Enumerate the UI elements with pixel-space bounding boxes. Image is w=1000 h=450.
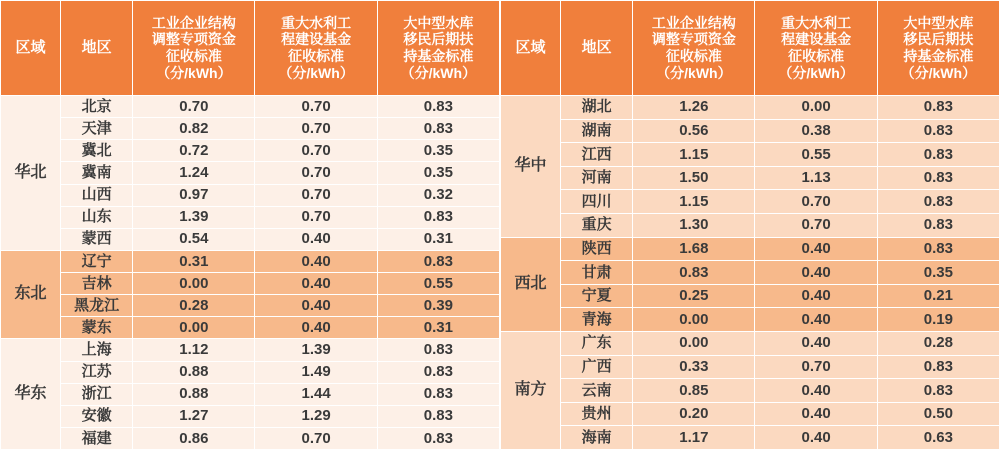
area-cell: 黑龙江	[61, 295, 133, 317]
value-cell: 0.40	[755, 426, 877, 450]
value-cell: 0.82	[133, 118, 255, 140]
value-cell: 0.40	[255, 250, 377, 272]
value-cell: 0.83	[377, 118, 499, 140]
area-cell: 冀北	[61, 140, 133, 162]
table-row	[1, 339, 500, 361]
right-table	[500, 0, 1000, 450]
value-cell: 0.88	[133, 383, 255, 405]
table-row	[501, 426, 1000, 450]
value-cell: 1.44	[255, 383, 377, 405]
header-area: 地区	[561, 1, 633, 96]
value-cell: 0.85	[633, 379, 755, 403]
area-cell: 北京	[61, 96, 133, 118]
value-cell: 0.39	[377, 295, 499, 317]
header-water-fund: 重大水利工 程建设基金 征收标准 （分/kWh）	[755, 1, 877, 96]
value-cell: 0.70	[255, 427, 377, 449]
area-cell: 安徽	[61, 405, 133, 427]
value-cell: 0.00	[633, 308, 755, 332]
value-cell: 0.83	[877, 119, 999, 143]
region-cell: 东北	[1, 250, 61, 339]
header-water-fund: 重大水利工 程建设基金 征收标准 （分/kWh）	[255, 1, 377, 96]
area-cell: 甘肃	[561, 261, 633, 285]
value-cell: 1.24	[133, 162, 255, 184]
value-cell: 0.70	[255, 162, 377, 184]
value-cell: 0.70	[133, 96, 255, 118]
area-cell: 四川	[561, 190, 633, 214]
value-cell: 0.83	[377, 427, 499, 449]
value-cell: 0.70	[255, 184, 377, 206]
value-cell: 0.83	[633, 261, 755, 285]
value-cell: 0.31	[377, 228, 499, 250]
table-row	[1, 184, 500, 206]
value-cell: 0.38	[755, 119, 877, 143]
area-cell: 云南	[561, 379, 633, 403]
area-cell: 福建	[61, 427, 133, 449]
area-cell: 重庆	[561, 213, 633, 237]
value-cell: 0.83	[377, 405, 499, 427]
header-industrial-fund: 工业企业结构 调整专项资金 征收标准 （分/kWh）	[633, 1, 755, 96]
table-row	[501, 190, 1000, 214]
table-row	[1, 96, 500, 118]
value-cell: 0.40	[755, 284, 877, 308]
value-cell: 0.00	[755, 96, 877, 120]
value-cell: 0.70	[755, 213, 877, 237]
table-row	[1, 140, 500, 162]
value-cell: 0.21	[877, 284, 999, 308]
header-region: 区域	[1, 1, 61, 96]
value-cell: 1.39	[133, 206, 255, 228]
value-cell: 0.83	[877, 213, 999, 237]
table-row	[1, 162, 500, 184]
value-cell: 0.55	[755, 143, 877, 167]
left-table-body	[1, 96, 500, 450]
table-row	[1, 228, 500, 250]
value-cell: 1.27	[133, 405, 255, 427]
value-cell: 0.83	[877, 143, 999, 167]
table-row	[1, 273, 500, 295]
table-row	[501, 119, 1000, 143]
value-cell: 0.56	[633, 119, 755, 143]
value-cell: 0.83	[877, 190, 999, 214]
value-cell: 0.25	[633, 284, 755, 308]
header-area: 地区	[61, 1, 133, 96]
area-cell: 蒙东	[61, 317, 133, 339]
value-cell: 0.33	[633, 355, 755, 379]
area-cell: 贵州	[561, 402, 633, 426]
value-cell: 0.40	[755, 402, 877, 426]
header-reservoir-fund: 大中型水库 移民后期扶 持基金标准 （分/kWh）	[877, 1, 999, 96]
area-cell: 江苏	[61, 361, 133, 383]
area-cell: 海南	[561, 426, 633, 450]
value-cell: 0.19	[877, 308, 999, 332]
value-cell: 0.40	[755, 308, 877, 332]
value-cell: 1.50	[633, 166, 755, 190]
table-row	[501, 284, 1000, 308]
value-cell: 0.40	[755, 237, 877, 261]
area-cell: 吉林	[61, 273, 133, 295]
table-row	[501, 261, 1000, 285]
table-row	[1, 317, 500, 339]
area-cell: 湖南	[561, 119, 633, 143]
area-cell: 山西	[61, 184, 133, 206]
area-cell: 青海	[561, 308, 633, 332]
value-cell: 0.70	[255, 96, 377, 118]
value-cell: 0.83	[877, 166, 999, 190]
table-row	[1, 405, 500, 427]
value-cell: 0.35	[877, 261, 999, 285]
right-table-header	[501, 1, 1000, 96]
value-cell: 0.70	[755, 355, 877, 379]
header-reservoir-fund: 大中型水库 移民后期扶 持基金标准 （分/kWh）	[377, 1, 499, 96]
area-cell: 广东	[561, 331, 633, 355]
value-cell: 0.70	[755, 190, 877, 214]
value-cell: 0.00	[633, 331, 755, 355]
value-cell: 0.31	[377, 317, 499, 339]
value-cell: 1.49	[255, 361, 377, 383]
region-cell: 西北	[501, 237, 561, 331]
value-cell: 1.13	[755, 166, 877, 190]
value-cell: 0.83	[877, 355, 999, 379]
area-cell: 蒙西	[61, 228, 133, 250]
value-cell: 0.20	[633, 402, 755, 426]
area-cell: 陕西	[561, 237, 633, 261]
value-cell: 0.83	[377, 361, 499, 383]
region-cell: 华中	[501, 96, 561, 238]
table-row	[1, 295, 500, 317]
value-cell: 0.40	[255, 295, 377, 317]
table-row	[501, 308, 1000, 332]
value-cell: 0.88	[133, 361, 255, 383]
value-cell: 1.15	[633, 143, 755, 167]
header-industrial-fund: 工业企业结构 调整专项资金 征收标准 （分/kWh）	[133, 1, 255, 96]
table-row	[501, 237, 1000, 261]
value-cell: 0.40	[755, 261, 877, 285]
area-cell: 浙江	[61, 383, 133, 405]
value-cell: 0.40	[255, 273, 377, 295]
table-row	[1, 250, 500, 272]
value-cell: 0.35	[377, 140, 499, 162]
area-cell: 天津	[61, 118, 133, 140]
value-cell: 1.30	[633, 213, 755, 237]
value-cell: 0.70	[255, 118, 377, 140]
value-cell: 0.54	[133, 228, 255, 250]
area-cell: 江西	[561, 143, 633, 167]
value-cell: 0.70	[255, 206, 377, 228]
value-cell: 0.83	[377, 96, 499, 118]
value-cell: 0.00	[133, 273, 255, 295]
value-cell: 0.55	[377, 273, 499, 295]
value-cell: 0.83	[877, 379, 999, 403]
table-row	[501, 379, 1000, 403]
value-cell: 1.68	[633, 237, 755, 261]
value-cell: 0.35	[377, 162, 499, 184]
header-region: 区域	[501, 1, 561, 96]
table-row	[1, 427, 500, 449]
value-cell: 0.83	[877, 237, 999, 261]
area-cell: 湖北	[561, 96, 633, 120]
header-row	[1, 1, 500, 96]
header-row	[501, 1, 1000, 96]
table-row	[501, 331, 1000, 355]
value-cell: 0.40	[755, 379, 877, 403]
area-cell: 广西	[561, 355, 633, 379]
table-row	[501, 355, 1000, 379]
value-cell: 1.15	[633, 190, 755, 214]
table-row	[1, 118, 500, 140]
region-cell: 南方	[501, 331, 561, 449]
value-cell: 0.97	[133, 184, 255, 206]
table-row	[501, 166, 1000, 190]
region-cell: 华北	[1, 96, 61, 251]
value-cell: 0.63	[877, 426, 999, 450]
value-cell: 0.72	[133, 140, 255, 162]
left-table-header	[1, 1, 500, 96]
value-cell: 0.83	[377, 339, 499, 361]
area-cell: 宁夏	[561, 284, 633, 308]
value-cell: 0.83	[377, 206, 499, 228]
value-cell: 0.70	[255, 140, 377, 162]
value-cell: 0.32	[377, 184, 499, 206]
area-cell: 河南	[561, 166, 633, 190]
value-cell: 1.17	[633, 426, 755, 450]
table-row	[1, 383, 500, 405]
table-row	[501, 96, 1000, 120]
value-cell: 0.28	[877, 331, 999, 355]
table-row	[1, 206, 500, 228]
value-cell: 0.50	[877, 402, 999, 426]
value-cell: 0.40	[755, 331, 877, 355]
value-cell: 1.29	[255, 405, 377, 427]
area-cell: 冀南	[61, 162, 133, 184]
area-cell: 上海	[61, 339, 133, 361]
value-cell: 0.83	[877, 96, 999, 120]
table-row	[1, 361, 500, 383]
area-cell: 辽宁	[61, 250, 133, 272]
value-cell: 1.12	[133, 339, 255, 361]
value-cell: 0.83	[377, 383, 499, 405]
value-cell: 0.83	[377, 250, 499, 272]
value-cell: 0.28	[133, 295, 255, 317]
table-row	[501, 213, 1000, 237]
value-cell: 1.26	[633, 96, 755, 120]
area-cell: 山东	[61, 206, 133, 228]
value-cell: 0.40	[255, 317, 377, 339]
value-cell: 1.39	[255, 339, 377, 361]
value-cell: 0.31	[133, 250, 255, 272]
right-table-body	[501, 96, 1000, 450]
value-cell: 0.00	[133, 317, 255, 339]
value-cell: 0.86	[133, 427, 255, 449]
table-row	[501, 402, 1000, 426]
region-cell: 华东	[1, 339, 61, 450]
value-cell: 0.40	[255, 228, 377, 250]
table-row	[501, 143, 1000, 167]
